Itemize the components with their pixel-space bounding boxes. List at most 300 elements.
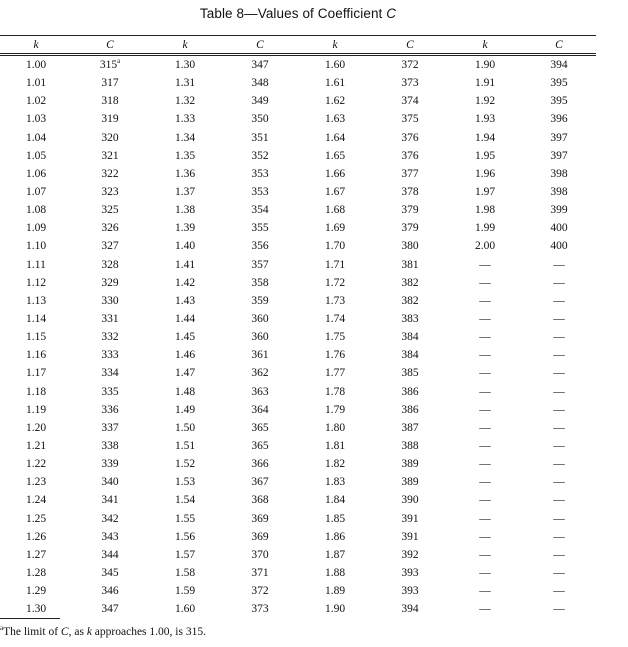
- table-cell: —: [553, 421, 565, 434]
- table-cell: 1.26: [25, 530, 47, 543]
- table-cell: 1.08: [25, 204, 47, 217]
- table-cell: 1.19: [25, 403, 47, 416]
- table-cell: 1.89: [324, 585, 346, 598]
- table-cell: 1.71: [324, 258, 346, 271]
- table-cell: —: [553, 258, 565, 271]
- table-cell: —: [553, 494, 565, 507]
- table-cell: 1.30: [174, 59, 196, 72]
- table-cell: 1.91: [474, 77, 496, 90]
- table-cell: 380: [401, 240, 419, 253]
- table-cell: 1.33: [174, 113, 196, 126]
- table-cell: —: [479, 258, 491, 271]
- table-cell: 336: [101, 403, 119, 416]
- table-row: [0, 401, 596, 419]
- table-cell: —: [553, 313, 565, 326]
- table-cell: —: [479, 494, 491, 507]
- table-row: [0, 55, 596, 75]
- header-row: [0, 36, 596, 55]
- table-row: [0, 129, 596, 147]
- table-cell: 358: [251, 276, 269, 289]
- table-cell: —: [553, 458, 565, 471]
- table-cell: 1.84: [324, 494, 346, 507]
- table-cell: 320: [101, 131, 119, 144]
- table-cell: 329: [101, 276, 119, 289]
- table-cell: 1.57: [174, 548, 196, 561]
- footnote-text-1: The limit of: [3, 626, 61, 638]
- table-cell: 1.27: [25, 548, 47, 561]
- table-cell: 1.88: [324, 567, 346, 579]
- table-row: [0, 201, 596, 219]
- table-cell: 362: [251, 367, 269, 380]
- footnote-symbol-c: C: [60, 626, 69, 638]
- table-cell: 1.29: [25, 585, 47, 598]
- table-cell: 384: [401, 349, 419, 362]
- column-header: C: [72, 36, 148, 55]
- cell-value: 315: [99, 59, 118, 72]
- table-cell: 1.96: [474, 167, 496, 180]
- table-row: [0, 473, 596, 491]
- table-cell: 385: [401, 367, 419, 380]
- table-cell: —: [553, 548, 565, 561]
- table-cell: 396: [550, 113, 568, 126]
- table-cell: 1.14: [25, 313, 47, 326]
- table-cell: 330: [101, 294, 119, 307]
- table-cell: —: [553, 385, 565, 398]
- table-row: [0, 528, 596, 546]
- table-cell: 355: [251, 222, 269, 235]
- table-cell: 367: [251, 476, 269, 489]
- table-cell: 318: [101, 95, 119, 108]
- table-title: [0, 6, 596, 21]
- table-cell: 1.92: [474, 95, 496, 108]
- table-row: [0, 455, 596, 473]
- table-cell: 1.30: [0, 600, 72, 619]
- table-cell: 1.53: [174, 476, 196, 489]
- table-cell: 1.10: [25, 240, 47, 253]
- table-cell: —: [553, 530, 565, 543]
- table-cell: 369: [251, 530, 269, 543]
- table-cell: 1.68: [324, 204, 346, 217]
- table-cell: 352: [251, 149, 269, 162]
- table-cell: 365: [251, 440, 269, 453]
- table-cell: —: [479, 331, 491, 344]
- table-cell: 1.06: [25, 167, 47, 180]
- table-row: [0, 147, 596, 165]
- table-cell: 1.65: [324, 149, 346, 162]
- footnote-text-3: approaches 1.00, is 315.: [91, 626, 206, 638]
- table-cell: 1.60: [148, 600, 222, 619]
- table-cell: 370: [251, 548, 269, 561]
- table-cell: 1.81: [324, 440, 346, 453]
- column-header: k: [298, 36, 372, 55]
- table-cell: 327: [101, 240, 119, 253]
- table-row: [0, 256, 596, 274]
- coefficient-table: [0, 35, 596, 619]
- table-row: [0, 364, 596, 382]
- table-row: [0, 237, 596, 255]
- table-row: [0, 328, 596, 346]
- table-cell: 1.00: [25, 59, 47, 72]
- table-cell: 353: [251, 186, 269, 199]
- table-cell: 322: [101, 167, 119, 180]
- table-cell: —: [479, 421, 491, 434]
- table-cell: 1.51: [174, 440, 196, 453]
- table-cell: 333: [101, 349, 119, 362]
- table-title-symbol: C: [386, 6, 397, 21]
- table-cell: 1.61: [324, 77, 346, 90]
- table-cell: —: [553, 349, 565, 362]
- table-cell: 1.75: [324, 331, 346, 344]
- table-cell: 1.16: [25, 349, 47, 362]
- table-cell: 374: [401, 95, 419, 108]
- table-cell: 332: [101, 331, 119, 344]
- table-cell: 1.99: [474, 222, 496, 235]
- table-cell: 366: [251, 458, 269, 471]
- table-cell: 338: [101, 440, 119, 453]
- table-cell: 386: [401, 403, 419, 416]
- table-cell: 397: [550, 149, 568, 162]
- table-cell: 1.44: [174, 313, 196, 326]
- table-cell: 378: [401, 186, 419, 199]
- table-cell: [72, 55, 148, 75]
- table-cell: —: [479, 440, 491, 453]
- table-cell: 1.90: [474, 59, 496, 72]
- table-row: [0, 564, 596, 582]
- table-cell: 386: [401, 385, 419, 398]
- table-cell: 398: [550, 167, 568, 180]
- column-header: C: [372, 36, 448, 55]
- table-cell: 390: [401, 494, 419, 507]
- table-cell: 375: [401, 113, 419, 126]
- table-cell: 381: [401, 258, 419, 271]
- table-cell: 1.22: [25, 458, 47, 471]
- table-cell: 376: [401, 149, 419, 162]
- table-row: [0, 437, 596, 455]
- table-cell: 1.58: [174, 567, 196, 579]
- table-cell: 1.47: [174, 367, 196, 380]
- table-cell: 340: [101, 476, 119, 489]
- table-row: [0, 546, 596, 564]
- table-row: [0, 292, 596, 310]
- table-cell: 321: [101, 149, 119, 162]
- table-cell: 1.94: [474, 131, 496, 144]
- table-cell: —: [479, 276, 491, 289]
- table-row: [0, 165, 596, 183]
- footnote-symbol-k: k: [86, 626, 92, 638]
- table-cell: 1.34: [174, 131, 196, 144]
- table-cell: 1.86: [324, 530, 346, 543]
- table-cell: 1.66: [324, 167, 346, 180]
- table-cell: 1.69: [324, 222, 346, 235]
- table-cell: —: [553, 585, 565, 598]
- table-cell: 349: [251, 95, 269, 108]
- table-cell: 317: [101, 77, 119, 90]
- table-cell: 345: [101, 567, 119, 579]
- table-body: [0, 55, 596, 619]
- table-cell: 348: [251, 77, 269, 90]
- table-cell: 372: [251, 585, 269, 598]
- table-cell: 1.87: [324, 548, 346, 561]
- table-cell: —: [479, 313, 491, 326]
- table-cell: 395: [550, 77, 568, 90]
- table-title-prefix: Table 8—Values of Coefficient: [199, 6, 387, 21]
- table-cell: 373: [222, 600, 298, 619]
- table-cell: 1.32: [174, 95, 196, 108]
- table-cell: 1.09: [25, 222, 47, 235]
- table-cell: 1.60: [324, 59, 346, 72]
- table-cell: 1.78: [324, 385, 346, 398]
- table-cell: 360: [251, 331, 269, 344]
- table-cell: 363: [251, 385, 269, 398]
- table-cell: 388: [401, 440, 419, 453]
- table-cell: 1.42: [174, 276, 196, 289]
- table-cell: 384: [401, 331, 419, 344]
- table-cell: 1.70: [324, 240, 346, 253]
- table-cell: 1.74: [324, 313, 346, 326]
- table-cell: 1.04: [25, 131, 47, 144]
- table-cell: —: [479, 385, 491, 398]
- table-cell: 1.17: [25, 367, 47, 380]
- table-cell: 1.49: [174, 403, 196, 416]
- table-cell: 360: [251, 313, 269, 326]
- table-cell: —: [479, 548, 491, 561]
- table-cell: 1.95: [474, 149, 496, 162]
- table-cell: 1.63: [324, 113, 346, 126]
- table-row: [0, 346, 596, 364]
- table-cell: 387: [401, 421, 419, 434]
- table-row: [0, 92, 596, 110]
- table-row: [0, 219, 596, 237]
- table-row: [0, 600, 596, 619]
- table-cell: 389: [401, 476, 419, 489]
- table-cell: 1.73: [324, 294, 346, 307]
- table-cell: 339: [101, 458, 119, 471]
- table-cell: 1.67: [324, 186, 346, 199]
- table-cell: 343: [101, 530, 119, 543]
- column-header: k: [148, 36, 222, 55]
- table-cell: 1.02: [25, 95, 47, 108]
- table-cell: 347: [251, 59, 269, 72]
- table-cell: 353: [251, 167, 269, 180]
- table-cell: 1.07: [25, 186, 47, 199]
- table-cell: 397: [550, 131, 568, 144]
- table-cell: 377: [401, 167, 419, 180]
- table-cell: 1.28: [25, 567, 47, 579]
- table-cell: 346: [101, 585, 119, 598]
- table-cell: 364: [251, 403, 269, 416]
- table-cell: 400: [550, 240, 568, 253]
- table-cell: —: [479, 512, 491, 525]
- column-header: k: [0, 36, 72, 55]
- table-cell: 1.77: [324, 367, 346, 380]
- table-cell: 1.15: [25, 331, 47, 344]
- table-cell: 334: [101, 367, 119, 380]
- table-cell: 2.00: [474, 240, 496, 253]
- table-cell: 337: [101, 421, 119, 434]
- table-cell: 1.31: [174, 77, 196, 90]
- table-cell: —: [479, 530, 491, 543]
- table-cell: —: [479, 585, 491, 598]
- table-cell: 331: [101, 313, 119, 326]
- table-cell: 1.05: [25, 149, 47, 162]
- table-cell: 1.20: [25, 421, 47, 434]
- table-cell: 368: [251, 494, 269, 507]
- table-cell: 1.55: [174, 512, 196, 525]
- table-cell: 393: [401, 585, 419, 598]
- table-cell: 1.40: [174, 240, 196, 253]
- table-cell: 1.85: [324, 512, 346, 525]
- table-cell: 354: [251, 204, 269, 217]
- table-cell: —: [553, 403, 565, 416]
- table-cell: 1.59: [174, 585, 196, 598]
- table-cell: 394: [372, 600, 448, 619]
- table-cell: 1.76: [324, 349, 346, 362]
- table-cell: 1.18: [25, 385, 47, 398]
- table-cell: 1.36: [174, 167, 196, 180]
- table-cell: 369: [251, 512, 269, 525]
- table-cell: 1.48: [174, 385, 196, 398]
- table-cell: 372: [401, 59, 419, 72]
- table-cell: 359: [251, 294, 269, 307]
- table-cell: 351: [251, 131, 269, 144]
- table-cell: —: [479, 567, 491, 579]
- table-cell: 323: [101, 186, 119, 199]
- table-cell: 328: [101, 258, 119, 271]
- table-cell: 1.80: [324, 421, 346, 434]
- table-cell: 361: [251, 349, 269, 362]
- table-cell: 1.23: [25, 476, 47, 489]
- table-cell: 383: [401, 313, 419, 326]
- table-cell: 1.79: [324, 403, 346, 416]
- table-cell: 376: [401, 131, 419, 144]
- table-cell: 1.52: [174, 458, 196, 471]
- table-cell: —: [553, 567, 565, 579]
- table-cell: 1.62: [324, 95, 346, 108]
- table-cell: —: [479, 349, 491, 362]
- table-cell: 1.24: [25, 494, 47, 507]
- table-cell: 350: [251, 113, 269, 126]
- table-cell: 1.50: [174, 421, 196, 434]
- footnote-ref-marker: a: [117, 57, 121, 66]
- table-row: [0, 110, 596, 128]
- table-cell: 365: [251, 421, 269, 434]
- table-row: [0, 310, 596, 328]
- table-cell: 341: [101, 494, 119, 507]
- table-cell: 391: [401, 512, 419, 525]
- table-cell: 1.93: [474, 113, 496, 126]
- table-cell: 347: [72, 600, 148, 619]
- table-row: [0, 183, 596, 201]
- table-cell: 1.97: [474, 186, 496, 199]
- table-row: [0, 274, 596, 292]
- table-row: [0, 74, 596, 92]
- table-cell: —: [479, 476, 491, 489]
- footnote-rule: [0, 618, 60, 619]
- table-cell: 398: [550, 186, 568, 199]
- footnote: [0, 626, 206, 638]
- table-cell: —: [479, 458, 491, 471]
- table-cell: 1.11: [26, 258, 46, 271]
- table-cell: 1.45: [174, 331, 196, 344]
- table-cell: 319: [101, 113, 119, 126]
- table-cell: 1.35: [174, 149, 196, 162]
- table-cell: 1.56: [174, 530, 196, 543]
- table-cell: 393: [401, 567, 419, 579]
- table-row: [0, 510, 596, 528]
- table-cell: 1.39: [174, 222, 196, 235]
- table-cell: 1.43: [174, 294, 196, 307]
- table-cell: 342: [101, 512, 119, 525]
- table-cell: 344: [101, 548, 119, 561]
- table-cell: 325: [101, 204, 119, 217]
- table-cell: 371: [251, 567, 269, 579]
- table-cell: 400: [550, 222, 568, 235]
- table-cell: 1.83: [324, 476, 346, 489]
- table-cell: 1.12: [25, 276, 47, 289]
- table-cell: —: [553, 440, 565, 453]
- table-cell: 392: [401, 548, 419, 561]
- table-row: [0, 491, 596, 509]
- table-cell: 395: [550, 95, 568, 108]
- table-cell: 379: [401, 204, 419, 217]
- table-cell: 1.25: [25, 512, 47, 525]
- table-cell: 335: [101, 385, 119, 398]
- table-cell: —: [479, 294, 491, 307]
- table-cell: 394: [550, 59, 568, 72]
- table-cell: 1.72: [324, 276, 346, 289]
- table-row: [0, 582, 596, 600]
- table-cell: 382: [401, 276, 419, 289]
- table-cell: —: [522, 600, 596, 619]
- table-cell: 382: [401, 294, 419, 307]
- table-cell: 379: [401, 222, 419, 235]
- table-cell: —: [553, 367, 565, 380]
- table-cell: 373: [401, 77, 419, 90]
- table-cell: —: [553, 294, 565, 307]
- table-cell: 1.46: [174, 349, 196, 362]
- table-cell: 357: [251, 258, 269, 271]
- column-header: C: [522, 36, 596, 55]
- table-cell: —: [448, 600, 522, 619]
- table-cell: 1.03: [25, 113, 47, 126]
- table-cell: 399: [550, 204, 568, 217]
- table-cell: 1.90: [298, 600, 372, 619]
- table-cell: 326: [101, 222, 119, 235]
- column-header: k: [448, 36, 522, 55]
- table-cell: —: [553, 512, 565, 525]
- table-cell: 1.37: [174, 186, 196, 199]
- table-cell: —: [479, 403, 491, 416]
- column-header: C: [222, 36, 298, 55]
- table-cell: 1.13: [25, 294, 47, 307]
- table-row: [0, 419, 596, 437]
- table-cell: —: [553, 331, 565, 344]
- table-cell: —: [479, 367, 491, 380]
- table-cell: 1.54: [174, 494, 196, 507]
- table-cell: 1.38: [174, 204, 196, 217]
- table-cell: 1.21: [25, 440, 47, 453]
- table-cell: 391: [401, 530, 419, 543]
- footnote-text-2: , as: [68, 626, 87, 638]
- footnote-marker: a: [0, 624, 4, 633]
- table-cell: 1.01: [25, 77, 47, 90]
- table-cell: 1.64: [324, 131, 346, 144]
- table-cell: 1.98: [474, 204, 496, 217]
- table-cell: 389: [401, 458, 419, 471]
- table-cell: 1.41: [174, 258, 196, 271]
- table-cell: —: [553, 276, 565, 289]
- table-cell: —: [553, 476, 565, 489]
